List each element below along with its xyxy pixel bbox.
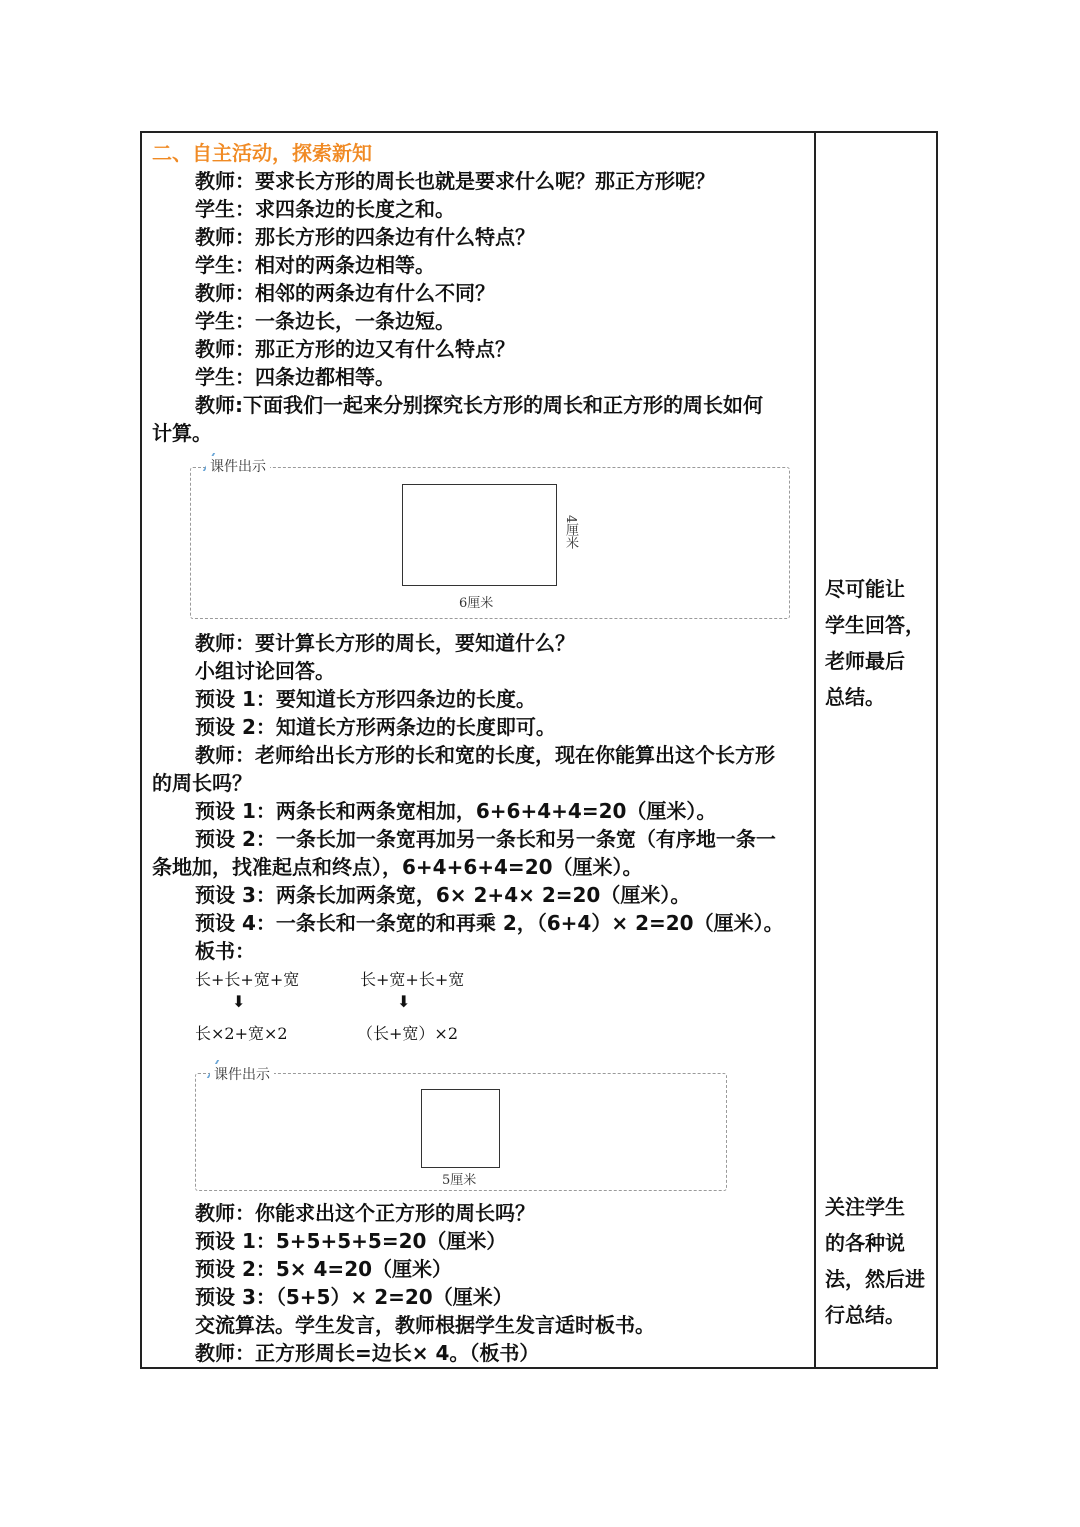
dialogue-line: 教师：要计算长方形的周长，要知道什么？ <box>195 631 575 655</box>
dialogue-line: 学生：一条边长，一条边短。 <box>195 309 455 333</box>
side-label: 5厘米 <box>442 1173 477 1188</box>
dialogue-line: 的周长吗？ <box>152 771 252 795</box>
dialogue-line: 教师：正方形周长=边长× 4。（板书） <box>195 1341 540 1365</box>
dialogue-line: 条地加，找准起点和终点），6+4+6+4=20（厘米）。 <box>152 855 643 879</box>
board-label: 板书： <box>195 939 255 963</box>
arrow-down-icon: ⬇ <box>397 992 411 1011</box>
dialogue-line: 教师：相邻的两条边有什么不同？ <box>195 281 495 305</box>
main-column <box>152 139 808 1367</box>
arrow-down-icon: ⬇ <box>232 992 246 1011</box>
blackboard-notes <box>152 965 808 1063</box>
width-label: 6厘米 <box>459 596 494 611</box>
height-label: 4厘米 <box>563 515 578 550</box>
note-line: 老师最后 <box>825 649 905 673</box>
dialogue-line: 学生：四条边都相等。 <box>195 365 395 389</box>
dialogue-line: 预设 1：要知道长方形四条边的长度。 <box>195 687 536 711</box>
figure-tag: 课件出示 <box>206 456 270 476</box>
rectangle-figure <box>152 447 808 629</box>
dialogue-line: 学生：相对的两条边相等。 <box>195 253 435 277</box>
board-right-top: 长+宽+长+宽 <box>360 970 465 989</box>
dialogue-line: 教师：老师给出长方形的长和宽的长度，现在你能算出这个长方形 <box>195 743 775 767</box>
board-left-bottom: 长×2+宽×2 <box>195 1024 288 1043</box>
square-shape <box>421 1089 500 1168</box>
dialogue-line: 预设 3：两条长加两条宽，6× 2+4× 2=20（厘米）。 <box>195 883 691 907</box>
dialogue-line: 预设 1：两条长和两条宽相加，6+6+4+4=20（厘米）。 <box>195 799 717 823</box>
side-note-1 <box>825 571 935 715</box>
board-right-bottom: （长+宽）×2 <box>357 1024 458 1043</box>
rectangle-shape <box>402 484 557 586</box>
dialogue-line: 教师：你能求出这个正方形的周长吗？ <box>195 1201 535 1225</box>
note-line: 法，然后进 <box>825 1267 925 1291</box>
square-figure <box>152 1063 808 1199</box>
section-heading: 二、自主活动，探索新知 <box>152 141 372 165</box>
dialogue-line: 小组讨论回答。 <box>195 659 335 683</box>
dialogue-line: 教师：那正方形的边又有什么特点？ <box>195 337 515 361</box>
dialogue-line: 教师：那长方形的四条边有什么特点？ <box>195 225 535 249</box>
dialogue-line: 学生：求四条边的长度之和。 <box>195 197 455 221</box>
dialogue-line: 预设 2：知道长方形两条边的长度即可。 <box>195 715 556 739</box>
note-line: 行总结。 <box>825 1303 905 1327</box>
dialogue-line: 预设 4：一条长和一条宽的和再乘 2，（6+4）× 2=20（厘米）。 <box>195 911 784 935</box>
note-line: 关注学生 <box>825 1195 905 1219</box>
figure-tag: 课件出示 <box>210 1064 274 1084</box>
dialogue-line: 计算。 <box>152 421 212 445</box>
dialogue-line: 预设 3：（5+5）× 2=20（厘米） <box>195 1285 513 1309</box>
board-left-top: 长+长+宽+宽 <box>195 970 300 989</box>
dialogue-line: 教师：要求长方形的周长也就是要求什么呢？那正方形呢？ <box>195 169 715 193</box>
note-line: 学生回答， <box>825 613 925 637</box>
note-line: 总结。 <box>825 685 885 709</box>
column-divider <box>814 131 816 1369</box>
dialogue-line: 预设 2：5× 4=20（厘米） <box>195 1257 453 1281</box>
dialogue-line: 交流算法。学生发言，教师根据学生发言适时板书。 <box>195 1313 655 1337</box>
note-line: 尽可能让 <box>825 577 905 601</box>
dialogue-line: 教师:下面我们一起来分别探究长方形的周长和正方形的周长如何 <box>195 393 763 417</box>
dialogue-line: 预设 2：一条长加一条宽再加另一条长和另一条宽（有序地一条一 <box>195 827 776 851</box>
side-note-2 <box>825 1189 935 1333</box>
dialogue-line: 预设 1：5+5+5+5=20（厘米） <box>195 1229 507 1253</box>
note-line: 的各种说 <box>825 1231 905 1255</box>
